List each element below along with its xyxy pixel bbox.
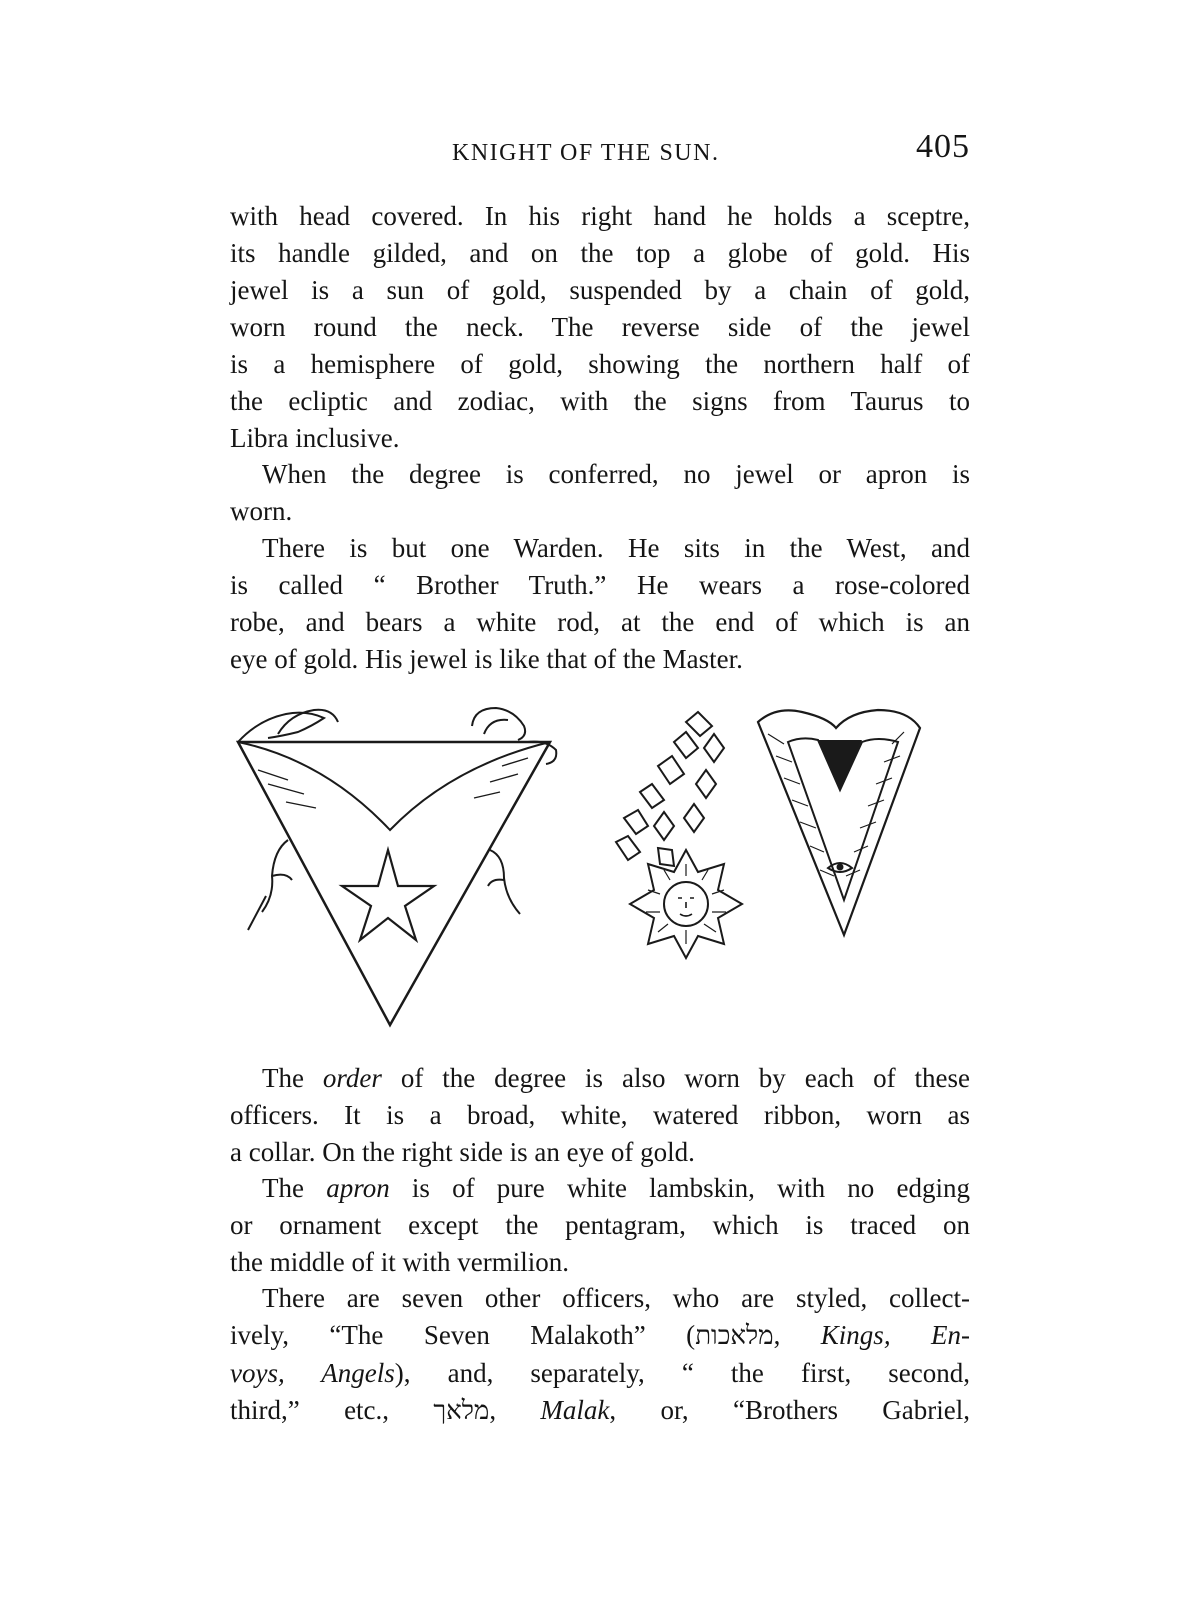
- hebrew-malakoth: מלאכות: [695, 1321, 774, 1351]
- text-line: When the degree is conferred, no jewel or apron is: [262, 459, 970, 489]
- text-line: The order of the degree is also worn by each of these: [262, 1063, 970, 1093]
- text-line: is a hemisphere of gold, showing the northern half of: [230, 349, 970, 379]
- text-line: worn.: [230, 496, 293, 526]
- text-line: officers. It is a broad, white, watered ribbon, worn as: [230, 1100, 970, 1130]
- text-line: the ecliptic and zodiac, with the signs from Taurus to: [230, 386, 970, 416]
- text-line: a collar. On the right side is an eye of gold.: [230, 1137, 695, 1167]
- text-line: its handle gilded, and on the top a globe of gold. His: [230, 238, 970, 268]
- order-emphasis: order: [322, 1063, 382, 1093]
- text-line: ively, “The Seven Malakoth” (מלאכות, Kings, En-: [230, 1320, 970, 1351]
- running-head: KNIGHT OF THE SUN.: [452, 140, 720, 166]
- text-line: jewel is a sun of gold, suspended by a chain of gold,: [230, 275, 970, 305]
- text-line: voys, Angels), and, separately, “ the first, second,: [230, 1358, 970, 1388]
- paragraph-order: [230, 1060, 970, 1171]
- text-line: There is but one Warden. He sits in the West, and: [262, 533, 970, 563]
- text-line: or ornament except the pentagram, which is traced on: [230, 1210, 970, 1240]
- paragraph-warden: [230, 530, 970, 678]
- text-line: Libra inclusive.: [230, 423, 400, 453]
- text-line: There are seven other officers, who are styled, collect-: [262, 1283, 970, 1313]
- text-line: worn round the neck. The reverse side of the jewel: [230, 312, 970, 342]
- paragraph-malakoth: [230, 1280, 970, 1430]
- text-line: with head covered. In his right hand he holds a sceptre,: [230, 201, 970, 231]
- page-number: 405: [916, 128, 970, 165]
- hebrew-malak: מלאך: [433, 1396, 490, 1426]
- collar-with-eye-icon: [758, 710, 920, 935]
- paragraph-sceptre-jewel: [230, 198, 970, 457]
- text-line: robe, and bears a white rod, at the end of which is an: [230, 607, 970, 637]
- paragraph-apron: [230, 1170, 970, 1281]
- text-line: third,” etc., מלאך, Malak, or, “Brothers Gabriel,: [230, 1395, 971, 1426]
- text-line: is called “ Brother Truth.” He wears a rose-colored: [230, 570, 970, 600]
- running-header: [230, 128, 970, 178]
- sun-jewel-icon: [616, 712, 742, 958]
- text-line: The apron is of pure white lambskin, with no edging: [262, 1173, 970, 1203]
- apron-with-pentagram-icon: [238, 708, 556, 1025]
- text-line: the middle of it with vermilion.: [230, 1247, 569, 1277]
- regalia-illustration: [228, 700, 988, 1060]
- apron-emphasis: apron: [326, 1173, 390, 1203]
- paragraph-degree-conferred: [230, 456, 970, 530]
- text-line: eye of gold. His jewel is like that of the Master.: [230, 644, 743, 674]
